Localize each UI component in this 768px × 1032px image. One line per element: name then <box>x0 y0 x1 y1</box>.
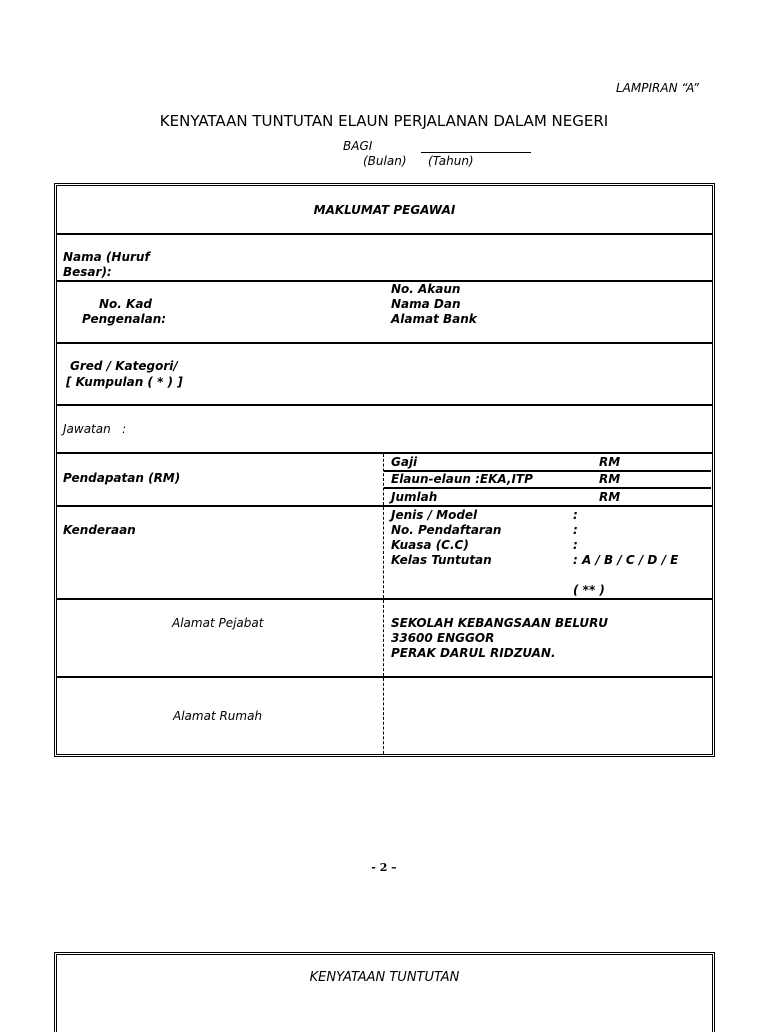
bagi-label: BAGI <box>343 139 373 153</box>
alamat-pejabat-value: SEKOLAH KEBANGSAAN BELURU 33600 ENGGOR PERAK DARUL RIDZUAN. <box>391 616 609 660</box>
row-divider <box>56 233 713 235</box>
page-title: KENYATAAN TUNTUTAN ELAUN PERJALANAN DALAM NEGERI <box>159 112 609 130</box>
column-divider <box>383 678 384 754</box>
gaji-label: Gaji <box>391 455 418 469</box>
jumlah-label: Jumlah <box>391 490 438 504</box>
lampiran-label: LAMPIRAN “A” <box>616 81 699 95</box>
kenderaan-values: : : : : A / B / C / D / E <box>573 508 679 567</box>
alamat-pejabat-label: Alamat Pejabat <box>172 616 264 630</box>
akaun-label: No. Akaun Nama Dan Alamat Bank <box>391 282 477 326</box>
tahun-label: (Tahun) <box>428 154 474 168</box>
row-divider <box>56 404 713 406</box>
pendapatan-label: Pendapatan (RM) <box>63 471 181 485</box>
alamat-rumah-label: Alamat Rumah <box>173 709 263 723</box>
kenderaan-label: Kenderaan <box>63 523 136 537</box>
row-divider <box>56 452 713 454</box>
kenderaan-items: Jenis / Model No. Pendaftaran Kuasa (C.C) Kelas Tuntutan <box>391 508 502 567</box>
column-divider <box>383 454 384 505</box>
next-section-title: KENYATAAN TUNTUTAN <box>309 970 460 985</box>
gred-label-line2: [ Kumpulan ( * ) ] <box>66 375 183 389</box>
bagi-underline <box>421 152 531 153</box>
jawatan-label: Jawatan : <box>63 422 127 436</box>
kenderaan-note: ( ** ) <box>573 583 605 597</box>
kad-label-line2: Pengenalan: <box>82 312 167 326</box>
elaun-unit: RM <box>599 472 621 486</box>
section-title: MAKLUMAT PEGAWAI <box>313 203 456 217</box>
column-divider <box>383 507 384 598</box>
page-number: - 2 – <box>371 861 397 874</box>
pendapatan-subrow-line <box>384 487 711 489</box>
row-divider <box>56 342 713 344</box>
row-divider <box>56 676 713 678</box>
nama-label: Nama (Huruf Besar): <box>63 250 150 279</box>
row-divider <box>56 280 713 282</box>
bulan-label: (Bulan) <box>363 154 407 168</box>
row-divider <box>56 598 713 600</box>
column-divider <box>383 600 384 676</box>
kad-label-line1: No. Kad <box>99 297 153 311</box>
row-divider <box>56 505 713 507</box>
gred-label-line1: Gred / Kategori/ <box>70 359 178 373</box>
gaji-unit: RM <box>599 455 621 469</box>
jumlah-unit: RM <box>599 490 621 504</box>
elaun-label: Elaun-elaun :EKA,ITP <box>391 472 533 486</box>
kenyataan-tuntutan-box <box>54 952 715 1032</box>
